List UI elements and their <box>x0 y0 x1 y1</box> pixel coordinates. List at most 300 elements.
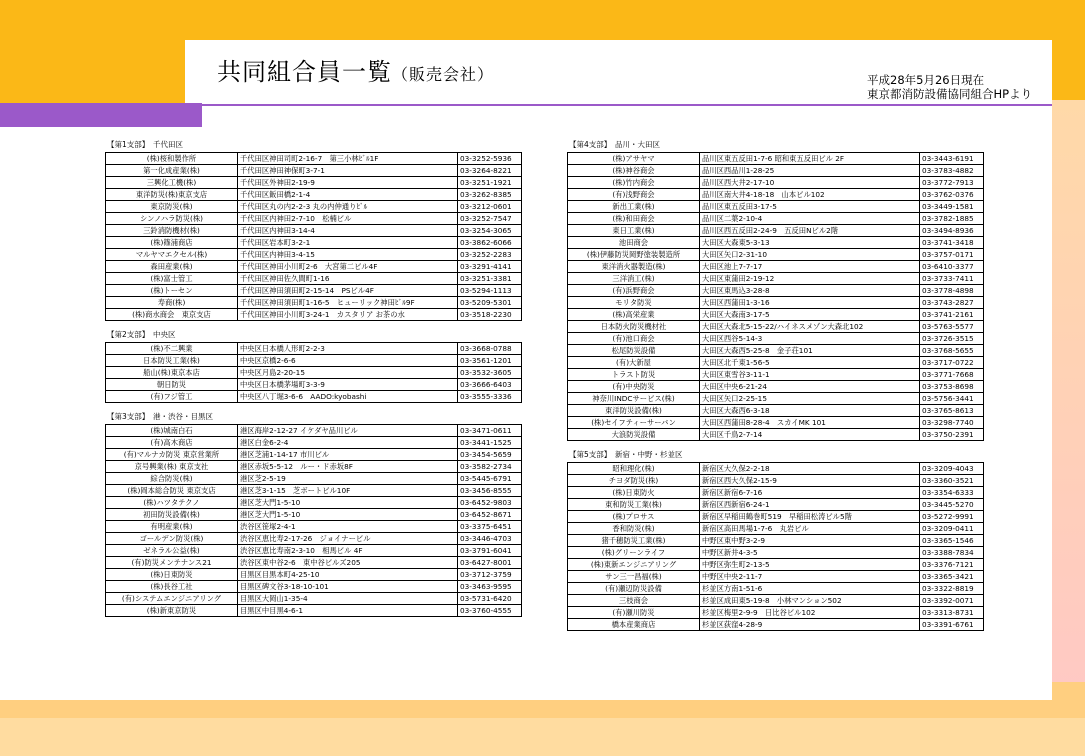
address-cell: 千代田区内神田2-7-10 松楠ビル <box>238 213 458 225</box>
company-name-cell: マルヤマエクセル(株) <box>106 249 238 261</box>
company-name-cell: (株)和田商会 <box>568 213 700 225</box>
address-cell: 中央区八丁堀3-6-6 AADO:kyobashi <box>238 391 458 403</box>
table-row <box>106 153 522 165</box>
phone-cell: 03-5756-3441 <box>920 393 984 405</box>
address-cell: 港区海岸2-12-27 イケダヤ品川ビル <box>238 425 458 437</box>
phone-cell: 03-3322-8819 <box>920 583 984 595</box>
phone-cell: 03-3555-3336 <box>458 391 522 403</box>
company-name-cell: (有)フジ管工 <box>106 391 238 403</box>
company-name-cell: 第一化成産業(株) <box>106 165 238 177</box>
address-cell: 品川区南大井4-18-18 山本ビル102 <box>700 189 920 201</box>
address-cell: 千代田区神田小川町3-24-1 カスタリア お茶の水 <box>238 309 458 321</box>
phone-cell: 03-6427-8001 <box>458 557 522 569</box>
address-cell: 杉並区成田東5-19-8 小林マンション502 <box>700 595 920 607</box>
phone-cell: 03-5272-9991 <box>920 511 984 523</box>
address-cell: 大田区矢口2-25-15 <box>700 393 920 405</box>
phone-cell: 03-3741-3418 <box>920 237 984 249</box>
phone-cell: 03-3454-5659 <box>458 449 522 461</box>
table-row <box>568 475 984 487</box>
address-cell: 新宿区早稲田鶴巻町519 早稲田松涛ビル5階 <box>700 511 920 523</box>
phone-cell: 03-3365-1546 <box>920 535 984 547</box>
table-row <box>106 285 522 297</box>
phone-cell: 03-3251-3381 <box>458 273 522 285</box>
address-cell: 大田区大森西5-25-8 金子荘101 <box>700 345 920 357</box>
address-cell: 渋谷区恵比寿2-17-26 ジョイナービル <box>238 533 458 545</box>
table-row <box>106 449 522 461</box>
phone-cell: 03-3717-0722 <box>920 357 984 369</box>
address-cell: 大田区池上7-7-17 <box>700 261 920 273</box>
table-row <box>568 571 984 583</box>
company-name-cell: 松尾防災設備 <box>568 345 700 357</box>
phone-cell: 03-3445-5270 <box>920 499 984 511</box>
member-table <box>105 342 522 403</box>
phone-cell: 03-3441-1525 <box>458 437 522 449</box>
company-name-cell: (株)商水商会 東京支店 <box>106 309 238 321</box>
company-name-cell: 日本防火防災機材社 <box>568 321 700 333</box>
company-name-cell: (有)高木商店 <box>106 437 238 449</box>
bottom-decor-strip <box>0 718 1085 756</box>
address-cell: 千代田区岩本町3-2-1 <box>238 237 458 249</box>
address-cell: 目黒区中目黒4-6-1 <box>238 605 458 617</box>
company-name-cell: (株)伊藤防災岡野塗装製造所 <box>568 249 700 261</box>
company-name-cell: 猪千穂防災工業(株) <box>568 535 700 547</box>
member-table <box>567 462 984 631</box>
address-cell: 品川区東五反田1-7-6 昭和東五反田ビル 2F <box>700 153 920 165</box>
left-column <box>105 140 522 617</box>
source-note <box>867 73 1032 101</box>
address-cell: 渋谷区笹塚2-4-1 <box>238 521 458 533</box>
address-cell: 品川区西大井2-17-10 <box>700 177 920 189</box>
table-row <box>568 237 984 249</box>
address-cell: 品川区二葉2-10-4 <box>700 213 920 225</box>
phone-cell: 03-3456-8555 <box>458 485 522 497</box>
table-row <box>106 355 522 367</box>
company-name-cell: 東和防災工業(株) <box>568 499 700 511</box>
table-row <box>106 497 522 509</box>
purple-accent-block <box>0 103 202 127</box>
company-name-cell: 初田防災設備(株) <box>106 509 238 521</box>
section-gap <box>567 441 984 450</box>
address-cell: 大田区矢口2-31-10 <box>700 249 920 261</box>
address-cell: 港区芝2-5-19 <box>238 473 458 485</box>
table-row <box>568 535 984 547</box>
phone-cell: 03-3375-6451 <box>458 521 522 533</box>
address-cell: 大田区大森南3-17-5 <box>700 309 920 321</box>
table-row <box>106 273 522 285</box>
table-row <box>568 393 984 405</box>
table-row <box>106 533 522 545</box>
table-row <box>106 391 522 403</box>
company-name-cell: 日本防災工業(株) <box>106 355 238 367</box>
table-row <box>106 545 522 557</box>
phone-cell: 03-5209-5301 <box>458 297 522 309</box>
phone-cell: 03-3753-8698 <box>920 381 984 393</box>
address-cell: 千代田区内神田3-14-4 <box>238 225 458 237</box>
table-row <box>106 569 522 581</box>
phone-cell: 03-3360-3521 <box>920 475 984 487</box>
address-cell: 品川区西品川1-28-25 <box>700 165 920 177</box>
address-cell: 中央区月島2-20-15 <box>238 367 458 379</box>
table-row <box>568 523 984 535</box>
phone-cell: 03-6452-8671 <box>458 509 522 521</box>
table-row <box>568 511 984 523</box>
phone-cell: 03-3313-8731 <box>920 607 984 619</box>
company-name-cell: 橋本産業商店 <box>568 619 700 631</box>
address-cell: 中央区日本橋人形町2-2-3 <box>238 343 458 355</box>
company-name-cell: (有)池口商会 <box>568 333 700 345</box>
phone-cell: 03-3771-7668 <box>920 369 984 381</box>
table-row <box>568 463 984 475</box>
phone-cell: 03-3291-4141 <box>458 261 522 273</box>
phone-cell: 03-3778-4898 <box>920 285 984 297</box>
address-cell: 杉並区梅里2-9-9 日比谷ビル102 <box>700 607 920 619</box>
table-row <box>106 437 522 449</box>
company-name-cell: 三枝商会 <box>568 595 700 607</box>
table-row <box>568 297 984 309</box>
phone-cell: 03-3741-2161 <box>920 309 984 321</box>
company-name-cell: (有)マルナカ防災 東京営業所 <box>106 449 238 461</box>
company-name-cell: 三洋消工(株) <box>568 273 700 285</box>
address-cell: 千代田区神田須田町2-15-14 PSビル4F <box>238 285 458 297</box>
table-row <box>568 177 984 189</box>
phone-cell: 03-3443-6191 <box>920 153 984 165</box>
table-row <box>568 345 984 357</box>
phone-cell: 03-3264-8221 <box>458 165 522 177</box>
address-cell: 大田区大森東5-3-13 <box>700 237 920 249</box>
address-cell: 大田区千鳥2-7-14 <box>700 429 920 441</box>
phone-cell: 03-3252-2283 <box>458 249 522 261</box>
phone-cell: 03-3298-7740 <box>920 417 984 429</box>
table-row <box>106 201 522 213</box>
company-name-cell: 香和防災(株) <box>568 523 700 535</box>
table-row <box>106 343 522 355</box>
member-table <box>105 152 522 321</box>
address-cell: 新宿区西新宿6-24-1 <box>700 499 920 511</box>
phone-cell: 03-3518-2230 <box>458 309 522 321</box>
company-name-cell: (有)中央防災 <box>568 381 700 393</box>
company-name-cell: 神奈川INDCサービス(株) <box>568 393 700 405</box>
address-cell: 港区芝浦1-14-17 市川ビル <box>238 449 458 461</box>
table-row <box>106 297 522 309</box>
phone-cell: 03-3765-8613 <box>920 405 984 417</box>
table-row <box>568 321 984 333</box>
company-name-cell: モリタ防災 <box>568 297 700 309</box>
company-name-cell: (株)日東防火 <box>568 487 700 499</box>
company-name-cell: (有)瀬辺防災設備 <box>568 583 700 595</box>
table-row <box>568 583 984 595</box>
table-row <box>106 189 522 201</box>
address-cell: 千代田区神田小川町2-6 大宮第二ビル4F <box>238 261 458 273</box>
address-cell: 新宿区高田馬場1-7-6 丸岩ビル <box>700 523 920 535</box>
table-row <box>568 607 984 619</box>
phone-cell: 03-3726-3515 <box>920 333 984 345</box>
company-name-cell: (有)システムエンジニアリング <box>106 593 238 605</box>
table-row <box>106 237 522 249</box>
company-name-cell: 大浪防災設備 <box>568 429 700 441</box>
section-heading: 【第4支部】 品川・大田区 <box>569 140 661 149</box>
phone-cell: 03-3252-7547 <box>458 213 522 225</box>
address-cell: 港区赤坂5-5-12 ルー・ド赤坂8F <box>238 461 458 473</box>
company-name-cell: (株)トーセン <box>106 285 238 297</box>
company-name-cell: (有)浅野商会 <box>568 189 700 201</box>
phone-cell: 03-3791-6041 <box>458 545 522 557</box>
title-decor-block <box>0 40 185 103</box>
phone-cell: 03-3376-7121 <box>920 559 984 571</box>
company-name-cell: (株)桜和製作所 <box>106 153 238 165</box>
company-name-cell: 京号興業(株) 東京支社 <box>106 461 238 473</box>
table-row <box>568 619 984 631</box>
address-cell: 中野区中央2-11-7 <box>700 571 920 583</box>
company-name-cell: (株)ハツタテクノ <box>106 497 238 509</box>
phone-cell: 03-6452-9803 <box>458 497 522 509</box>
phone-cell: 03-3750-2391 <box>920 429 984 441</box>
address-cell: 渋谷区東中谷2-6 東中谷ビルズ205 <box>238 557 458 569</box>
address-cell: 大田区東馬込3-28-8 <box>700 285 920 297</box>
company-name-cell: 船山(株)東京本店 <box>106 367 238 379</box>
phone-cell: 03-3561-1201 <box>458 355 522 367</box>
section-heading: 【第1支部】 千代田区 <box>107 140 184 149</box>
table-row <box>568 225 984 237</box>
phone-cell: 03-3582-2734 <box>458 461 522 473</box>
address-cell: 港区芝大門1-5-10 <box>238 497 458 509</box>
phone-cell: 03-3354-6333 <box>920 487 984 499</box>
phone-cell: 03-3772-7913 <box>920 177 984 189</box>
right-column <box>567 140 984 631</box>
table-row <box>568 261 984 273</box>
company-name-cell: 東洋防災設備(株) <box>568 405 700 417</box>
phone-cell: 03-3209-4043 <box>920 463 984 475</box>
table-row <box>568 201 984 213</box>
title-area <box>185 40 1052 106</box>
table-row <box>568 165 984 177</box>
table-row <box>568 213 984 225</box>
address-cell: 大田区西蒲田8-28-4 スカイMK 101 <box>700 417 920 429</box>
address-cell: 品川区西五反田2-24-9 五反田Nビル2階 <box>700 225 920 237</box>
address-cell: 千代田区神田神保町3-7-1 <box>238 165 458 177</box>
phone-cell: 03-3254-3065 <box>458 225 522 237</box>
table-row <box>568 333 984 345</box>
address-cell: 中野区弥生町2-13-5 <box>700 559 920 571</box>
company-name-cell: (株)神谷商会 <box>568 165 700 177</box>
table-row <box>106 309 522 321</box>
address-cell: 大田区東蒲田2-19-12 <box>700 273 920 285</box>
address-cell: 杉並区荻窪4-28-9 <box>700 619 920 631</box>
table-row <box>106 461 522 473</box>
table-row <box>106 165 522 177</box>
phone-cell: 03-3862-6066 <box>458 237 522 249</box>
address-cell: 大田区中央6-21-24 <box>700 381 920 393</box>
table-row <box>106 581 522 593</box>
address-cell: 目黒区大岡山1-35-4 <box>238 593 458 605</box>
section-gap <box>105 321 522 330</box>
table-row <box>106 605 522 617</box>
section-heading: 【第3支部】 港・渋谷・目黒区 <box>107 412 214 421</box>
table-row <box>568 487 984 499</box>
phone-cell: 03-5294-1113 <box>458 285 522 297</box>
phone-cell: 03-3668-0788 <box>458 343 522 355</box>
page-title-main: 共同組合員一覧 <box>217 58 392 86</box>
table-row <box>568 153 984 165</box>
section-heading: 【第2支部】 中央区 <box>107 330 176 339</box>
table-row <box>568 249 984 261</box>
phone-cell: 03-3666-6403 <box>458 379 522 391</box>
address-cell: 大田区大森西6-3-18 <box>700 405 920 417</box>
company-name-cell: (株)東新エンジニアリング <box>568 559 700 571</box>
table-row <box>106 177 522 189</box>
table-row <box>568 499 984 511</box>
table-row <box>568 309 984 321</box>
table-row <box>106 485 522 497</box>
table-row <box>568 357 984 369</box>
address-cell: 港区芝大門1-5-10 <box>238 509 458 521</box>
company-name-cell: (株)高栄産業 <box>568 309 700 321</box>
address-cell: 港区白金6-2-4 <box>238 437 458 449</box>
table-row <box>568 189 984 201</box>
phone-cell: 03-3733-7411 <box>920 273 984 285</box>
phone-cell: 03-3757-0171 <box>920 249 984 261</box>
address-cell: 中野区東中野3-2-9 <box>700 535 920 547</box>
phone-cell: 03-3782-1885 <box>920 213 984 225</box>
phone-cell: 03-3388-7834 <box>920 547 984 559</box>
address-cell: 千代田区神田須田町1-16-5 ヒューリック神田ﾋﾞﾙ9F <box>238 297 458 309</box>
address-cell: 大田区西蒲田1-3-16 <box>700 297 920 309</box>
table-row <box>568 273 984 285</box>
phone-cell: 03-3252-5936 <box>458 153 522 165</box>
address-cell: 中央区京橋2-6-6 <box>238 355 458 367</box>
address-cell: 目黒区碑文谷3-18-10-101 <box>238 581 458 593</box>
company-name-cell: 東洋防災(株)東京支店 <box>106 189 238 201</box>
company-name-cell: サン三一昌福(株) <box>568 571 700 583</box>
company-name-cell: (株)不二興業 <box>106 343 238 355</box>
phone-cell: 03-3762-0376 <box>920 189 984 201</box>
table-row <box>106 521 522 533</box>
table-row <box>106 379 522 391</box>
page-title <box>217 52 494 87</box>
company-name-cell: チヨダ防災(株) <box>568 475 700 487</box>
address-cell: 新宿区大久保2-2-18 <box>700 463 920 475</box>
company-name-cell: (株)竹内商会 <box>568 177 700 189</box>
address-cell: 杉並区方南1-51-6 <box>700 583 920 595</box>
member-table <box>105 424 522 617</box>
section-gap <box>105 403 522 412</box>
phone-cell: 03-3532-3605 <box>458 367 522 379</box>
table-row <box>568 285 984 297</box>
company-name-cell: (有)瀬川防災 <box>568 607 700 619</box>
table-row <box>106 261 522 273</box>
table-row <box>106 367 522 379</box>
phone-cell: 03-3449-1581 <box>920 201 984 213</box>
address-cell: 大田区東雪谷3-11-1 <box>700 369 920 381</box>
company-name-cell: 綜合防災(株) <box>106 473 238 485</box>
phone-cell: 03-3743-2827 <box>920 297 984 309</box>
phone-cell: 03-3768-5655 <box>920 345 984 357</box>
company-name-cell: (株)長谷工社 <box>106 581 238 593</box>
company-name-cell: (有)大新屋 <box>568 357 700 369</box>
table-row <box>106 425 522 437</box>
phone-cell: 03-3209-0411 <box>920 523 984 535</box>
company-name-cell: 東京防災(株) <box>106 201 238 213</box>
company-name-cell: (株)グリーンライフ <box>568 547 700 559</box>
phone-cell: 03-3251-1921 <box>458 177 522 189</box>
company-name-cell: (株)日東防災 <box>106 569 238 581</box>
phone-cell: 03-3760-4555 <box>458 605 522 617</box>
company-name-cell: シンノハラ防災(株) <box>106 213 238 225</box>
company-name-cell: (株)富士管工 <box>106 273 238 285</box>
phone-cell: 03-3463-9595 <box>458 581 522 593</box>
company-name-cell: 三興化工機(株) <box>106 177 238 189</box>
address-cell: 港区芝3-1-15 芝ボートビル10F <box>238 485 458 497</box>
company-name-cell: 朝日防災 <box>106 379 238 391</box>
company-name-cell: 有明産業(株) <box>106 521 238 533</box>
address-cell: 中野区新井4-3-5 <box>700 547 920 559</box>
table-row <box>568 547 984 559</box>
table-row <box>106 213 522 225</box>
phone-cell: 03-3494-8936 <box>920 225 984 237</box>
address-cell: 新宿区西大久保2-15-9 <box>700 475 920 487</box>
table-row <box>568 417 984 429</box>
company-name-cell: (株)プロサス <box>568 511 700 523</box>
company-name-cell: トラスト防災 <box>568 369 700 381</box>
company-name-cell: (株)セイフティーサーバン <box>568 417 700 429</box>
address-cell: 渋谷区恵比寿南2-3-10 相馬ビル 4F <box>238 545 458 557</box>
company-name-cell: 三鈴消防機材(株) <box>106 225 238 237</box>
source-date: 平成28年5月26日現在 <box>867 73 985 87</box>
phone-cell: 03-6410-3377 <box>920 261 984 273</box>
table-row <box>106 249 522 261</box>
table-row <box>568 595 984 607</box>
company-name-cell: 東日工業(株) <box>568 225 700 237</box>
company-name-cell: 新出工業(株) <box>568 201 700 213</box>
member-table <box>567 152 984 441</box>
address-cell: 大田区大森北5-15-22/ハイネスメゾン大森北102 <box>700 321 920 333</box>
address-cell: 新宿区新宿6-7-16 <box>700 487 920 499</box>
address-cell: 千代田区丸の内2-2-3 丸の内仲通りﾋﾞﾙ <box>238 201 458 213</box>
company-name-cell: (株)新東京防災 <box>106 605 238 617</box>
company-name-cell: 森田産業(株) <box>106 261 238 273</box>
phone-cell: 03-3365-3421 <box>920 571 984 583</box>
phone-cell: 03-3783-4882 <box>920 165 984 177</box>
phone-cell: 03-3712-3759 <box>458 569 522 581</box>
phone-cell: 03-5763-5577 <box>920 321 984 333</box>
company-name-cell: (株)岡本総合防災 東京支店 <box>106 485 238 497</box>
section-heading: 【第5支部】 新宿・中野・杉並区 <box>569 450 683 459</box>
company-name-cell: 東洋消火器製造(株) <box>568 261 700 273</box>
address-cell: 千代田区飯田橋2-1-4 <box>238 189 458 201</box>
company-name-cell: (株)篠浦商店 <box>106 237 238 249</box>
address-cell: 目黒区目黒本町4-25-10 <box>238 569 458 581</box>
company-name-cell: (有)浜野商会 <box>568 285 700 297</box>
table-row <box>568 381 984 393</box>
company-name-cell: (株)城南白石 <box>106 425 238 437</box>
address-cell: 品川区東五反田3-17-5 <box>700 201 920 213</box>
table-row <box>568 369 984 381</box>
phone-cell: 03-3212-0601 <box>458 201 522 213</box>
table-row <box>106 509 522 521</box>
table-row <box>106 593 522 605</box>
address-cell: 千代田区外神田2-19-9 <box>238 177 458 189</box>
phone-cell: 03-3446-4703 <box>458 533 522 545</box>
company-name-cell: 寿商(株) <box>106 297 238 309</box>
company-name-cell: 池田商会 <box>568 237 700 249</box>
table-row <box>568 405 984 417</box>
table-row <box>106 557 522 569</box>
phone-cell: 03-5731-6420 <box>458 593 522 605</box>
table-row <box>106 473 522 485</box>
company-name-cell: (有)防災メンテナンス21 <box>106 557 238 569</box>
table-row <box>568 429 984 441</box>
phone-cell: 03-3392-0071 <box>920 595 984 607</box>
address-cell: 千代田区神田佐久間町1-16 <box>238 273 458 285</box>
